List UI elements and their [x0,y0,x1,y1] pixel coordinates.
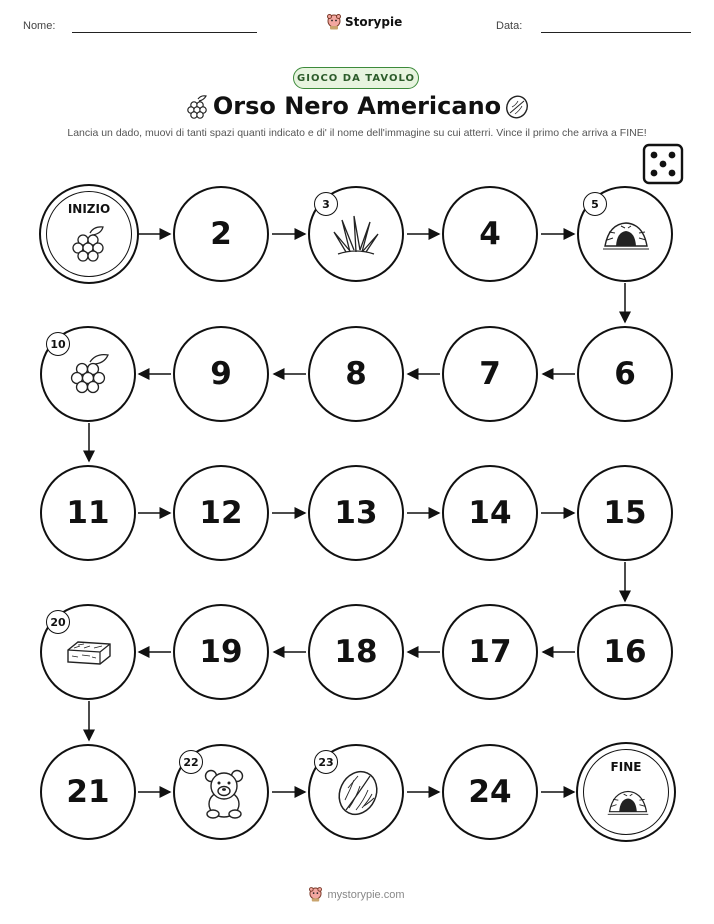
space-12[interactable]: 12 [173,465,269,561]
space-10[interactable] [40,326,136,422]
space-24[interactable]: 24 [442,744,538,840]
space-17[interactable]: 17 [442,604,538,700]
space-8[interactable]: 8 [308,326,404,422]
space-19[interactable]: 19 [173,604,269,700]
start-label: INIZIO [67,202,111,216]
space-13[interactable]: 13 [308,465,404,561]
brand-name: Storypie [345,15,403,29]
space-finish[interactable] [576,742,676,842]
space-5[interactable] [577,186,673,282]
footer [0,887,714,902]
space-start[interactable] [39,184,139,284]
grass-icon [330,210,382,258]
space-number-tag: 20 [46,610,70,634]
den-icon [601,218,651,252]
space-number-tag: 23 [314,750,338,774]
instructions: Lancia un dado, muovi di tanti spazi quanti indicato e di' il nome dell'immagine su cui atterri. Vince il primo che arriva a FINE! [67,127,647,139]
space-9[interactable]: 9 [173,326,269,422]
space-18[interactable]: 18 [308,604,404,700]
space-14[interactable]: 14 [442,465,538,561]
space-4[interactable]: 4 [442,186,538,282]
space-6[interactable]: 6 [577,326,673,422]
storypie-logo-icon [309,887,322,902]
page-title: Orso Nero Americano [212,92,502,120]
space-number-tag: 5 [583,192,607,216]
date-label: Data: [496,20,523,32]
space-15[interactable]: 15 [577,465,673,561]
space-22[interactable] [173,744,269,840]
den-icon [606,786,650,818]
space-number-tag: 22 [179,750,203,774]
space-number-tag: 10 [46,332,70,356]
space-21[interactable]: 21 [40,744,136,840]
berries-icon [66,350,114,398]
footer-url[interactable]: mystorypie.com [327,888,405,901]
finish-label: FINE [610,760,642,774]
name-label: Nome: [23,20,56,32]
nut-icon [334,766,382,820]
space-2[interactable]: 2 [173,186,269,282]
bear-cub-icon [199,766,249,820]
space-16[interactable]: 16 [577,604,673,700]
space-number-tag: 3 [314,192,338,216]
game-type-badge: GIOCO DA TAVOLO [293,67,419,89]
space-11[interactable]: 11 [40,465,136,561]
space-20[interactable] [40,604,136,700]
honeycomb-icon [64,636,114,670]
space-23[interactable] [308,744,404,840]
berries-icon [68,224,112,266]
space-3[interactable] [308,186,404,282]
space-7[interactable]: 7 [442,326,538,422]
